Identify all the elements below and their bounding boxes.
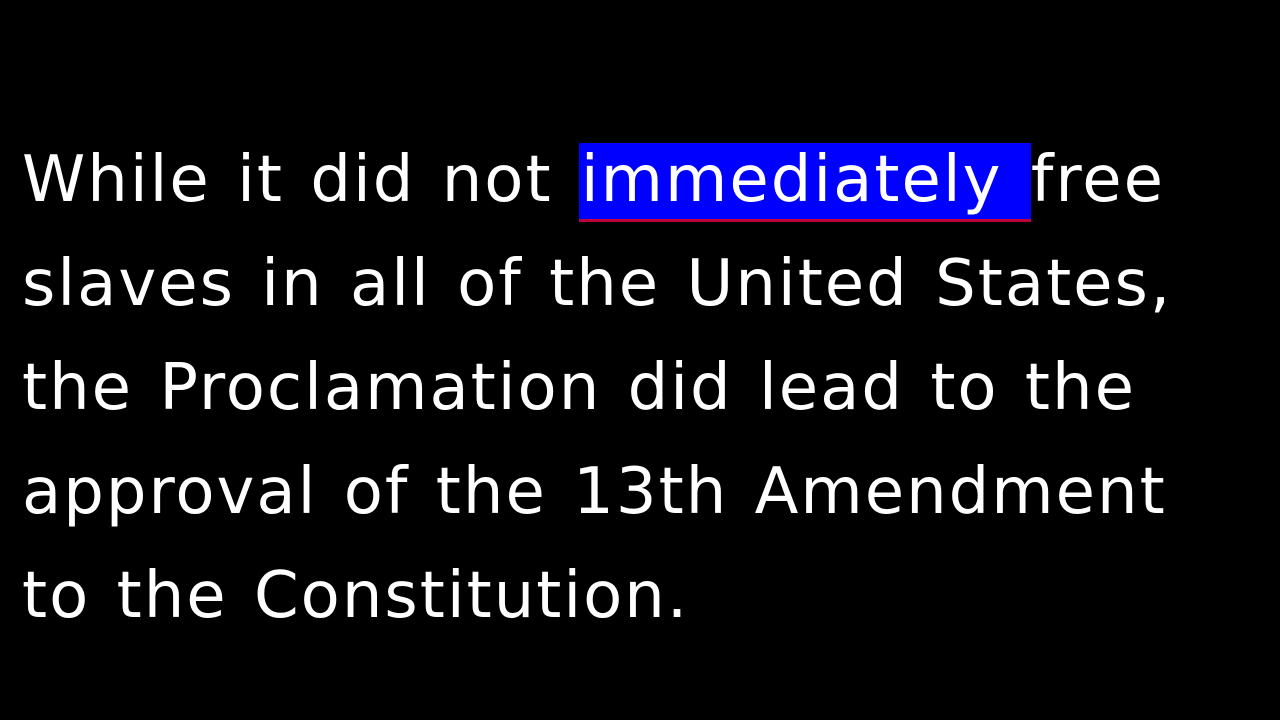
highlighted-word: immediately — [580, 143, 1029, 217]
line-1-lead-text: While it did not — [22, 143, 579, 217]
passage-text — [22, 128, 1262, 648]
passage-line-1 — [22, 128, 1262, 232]
passage-line-4: approval of the 13th Amendment — [22, 455, 1167, 529]
line-1-tail-text: free — [1030, 143, 1165, 217]
passage-line-3: the Proclamation did lead to the — [22, 351, 1136, 425]
passage-line-5: to the Constitution. — [22, 559, 690, 633]
passage-line-2: slaves in all of the United States, — [22, 247, 1173, 321]
